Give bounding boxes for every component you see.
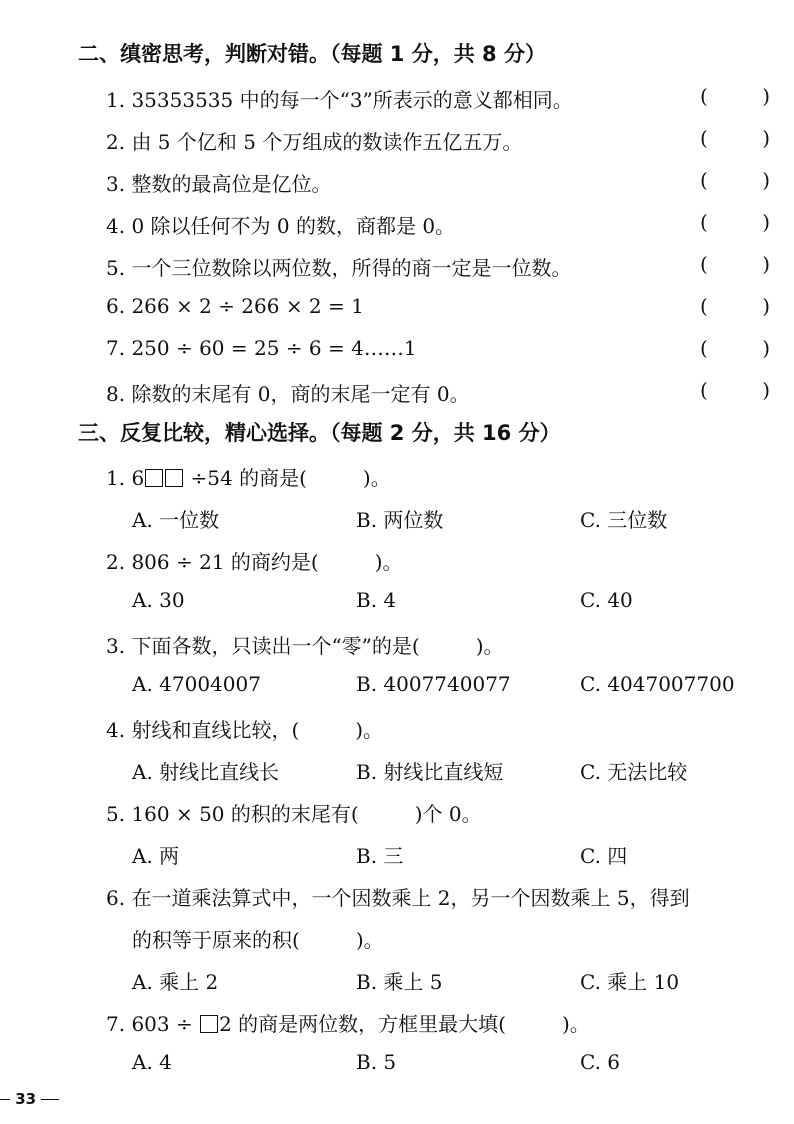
section-3-title: 三、反复比较，精心选择。（每题 2 分，共 16 分）	[78, 421, 561, 445]
judgement-item	[106, 210, 786, 252]
question-4: 4. 射线和直线比较，( )。	[106, 718, 384, 742]
page-footer	[0, 1090, 59, 1108]
option-a[interactable]: A. 47004007	[132, 672, 261, 696]
option-c[interactable]: C. 四	[580, 844, 628, 868]
answer-parentheses[interactable]: ( )	[700, 252, 770, 276]
option-a[interactable]: A. 30	[132, 588, 185, 612]
option-b[interactable]: B. 两位数	[356, 508, 444, 532]
question-1: 1. 6 ÷54 的商是( )。	[106, 466, 391, 490]
judgement-item	[106, 168, 786, 210]
section-2-title: 二、缜密思考，判断对错。（每题 1 分，共 8 分）	[78, 42, 546, 66]
option-c[interactable]: C. 4047007700	[580, 672, 735, 696]
answer-parentheses[interactable]: ( )	[700, 126, 770, 150]
judgement-text: 4. 0 除以任何不为 0 的数，商都是 0。	[106, 214, 456, 238]
judgement-text: 5. 一个三位数除以两位数，所得的商一定是一位数。	[106, 256, 572, 280]
judgement-item	[106, 252, 786, 294]
answer-parentheses[interactable]: ( )	[700, 210, 770, 234]
answer-parentheses[interactable]: ( )	[700, 168, 770, 192]
option-c[interactable]: C. 40	[580, 588, 633, 612]
option-b[interactable]: B. 射线比直线短	[356, 760, 504, 784]
judgement-text: 2. 由 5 个亿和 5 个万组成的数读作五亿五万。	[106, 130, 523, 154]
judgement-text: 6. 266 × 2 ÷ 266 × 2 = 1	[106, 294, 364, 318]
option-b[interactable]: B. 4	[356, 588, 397, 612]
option-a[interactable]: A. 乘上 2	[132, 970, 219, 994]
option-b[interactable]: B. 乘上 5	[356, 970, 443, 994]
question-2: 2. 806 ÷ 21 的商约是( )。	[106, 550, 403, 574]
answer-parentheses[interactable]: ( )	[700, 378, 770, 402]
option-b[interactable]: B. 5	[356, 1050, 397, 1074]
judgement-item	[106, 84, 786, 126]
footer-dash	[41, 1099, 59, 1100]
question-3: 3. 下面各数，只读出一个“零”的是( )。	[106, 634, 504, 658]
option-c[interactable]: C. 乘上 10	[580, 970, 680, 994]
question-7: 7. 603 ÷ 2 的商是两位数，方框里最大填( )。	[106, 1012, 590, 1036]
judgement-text: 8. 除数的末尾有 0，商的末尾一定有 0。	[106, 382, 470, 406]
blank-box-icon[interactable]	[145, 469, 163, 487]
page-number: 33	[15, 1090, 37, 1108]
option-c[interactable]: C. 三位数	[580, 508, 668, 532]
option-c[interactable]: C. 6	[580, 1050, 621, 1074]
answer-parentheses[interactable]: ( )	[700, 294, 770, 318]
answer-parentheses[interactable]: ( )	[700, 336, 770, 360]
option-a[interactable]: A. 4	[132, 1050, 172, 1074]
judgement-item	[106, 378, 786, 420]
question-6-line-1: 6. 在一道乘法算式中，一个因数乘上 2，另一个因数乘上 5，得到	[106, 886, 690, 910]
judgement-item	[106, 126, 786, 168]
judgement-text: 1. 35353535 中的每一个“3”所表示的意义都相同。	[106, 88, 573, 112]
option-a[interactable]: A. 一位数	[132, 508, 220, 532]
answer-parentheses[interactable]: ( )	[700, 84, 770, 108]
option-c[interactable]: C. 无法比较	[580, 760, 688, 784]
judgement-text: 3. 整数的最高位是亿位。	[106, 172, 332, 196]
question-6-line-2: 的积等于原来的积( )。	[132, 928, 384, 952]
footer-dash	[0, 1099, 10, 1100]
option-a[interactable]: A. 两	[132, 844, 180, 868]
judgement-item	[106, 294, 786, 336]
option-b[interactable]: B. 三	[356, 844, 404, 868]
question-5: 5. 160 × 50 的积的末尾有( )个 0。	[106, 802, 482, 826]
judgement-item	[106, 336, 786, 378]
option-a[interactable]: A. 射线比直线长	[132, 760, 280, 784]
blank-box-icon[interactable]	[200, 1015, 218, 1033]
blank-box-icon[interactable]	[165, 469, 183, 487]
judgement-list	[106, 84, 786, 420]
option-b[interactable]: B. 4007740077	[356, 672, 511, 696]
judgement-text: 7. 250 ÷ 60 = 25 ÷ 6 = 4……1	[106, 336, 417, 360]
